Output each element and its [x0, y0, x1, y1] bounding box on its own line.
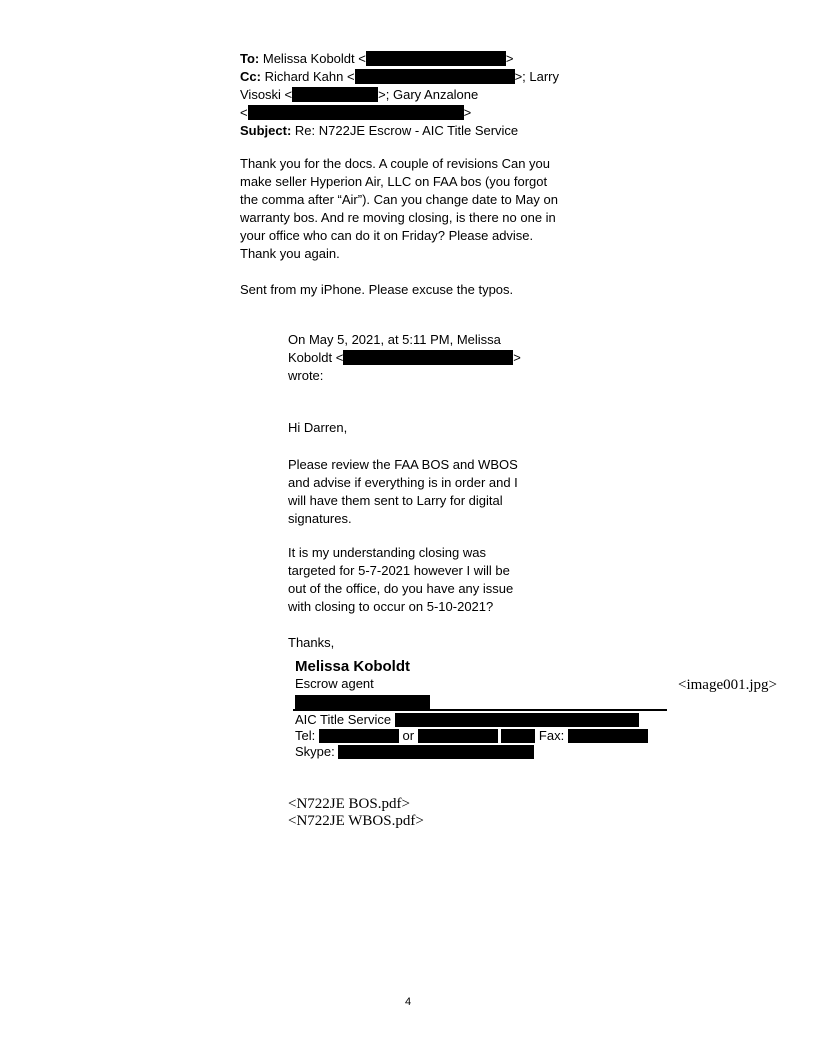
cc-line2-after: >; Gary Anzalone — [378, 87, 479, 102]
signature-name: Melissa Koboldt — [295, 658, 411, 675]
redaction-bar — [501, 729, 535, 743]
quoted-line: will have them sent to Larry for digital — [288, 493, 503, 508]
redaction-bar — [295, 695, 430, 709]
cc-label: Cc: — [240, 69, 261, 84]
signature-company: AIC Title Service — [295, 712, 392, 727]
cc-line3-end: > — [463, 105, 472, 120]
quoted-line: and advise if everything is in order and I — [288, 475, 518, 490]
attribution-line: wrote: — [288, 368, 324, 383]
quoted-line: with closing to occur on 5-10-2021? — [288, 599, 494, 614]
skype-label: Skype: — [295, 744, 335, 759]
signature-phone-line — [295, 728, 648, 744]
attribution-line-2 — [288, 349, 548, 367]
quoted-attribution — [288, 331, 548, 385]
reply-line: warranty bos. And re moving closing, is there no one in — [240, 210, 556, 225]
quoted-line: Please review the FAA BOS and WBOS — [288, 457, 518, 472]
redaction-bar — [568, 729, 648, 743]
fax-label: Fax: — [538, 728, 565, 743]
closing: Thanks, — [288, 635, 335, 650]
redaction-bar — [292, 87, 378, 102]
reply-line: your office who can do it on Friday? Please advise. — [240, 228, 534, 243]
or-label: or — [402, 728, 415, 743]
cc-line-3 — [240, 104, 600, 122]
quoted-paragraph-1 — [288, 456, 548, 528]
to-name: Melissa Koboldt < — [262, 51, 366, 66]
iphone-footer: Sent from my iPhone. Please excuse the typos. — [240, 282, 514, 297]
redaction-bar — [366, 51, 506, 66]
signature-divider — [293, 709, 667, 711]
to-line — [240, 50, 600, 68]
cc-line3-start: < — [240, 105, 248, 120]
redaction-bar — [418, 729, 498, 743]
attachment-wbos[interactable]: <N722JE WBOS.pdf> — [288, 813, 424, 829]
tel-label: Tel: — [295, 728, 316, 743]
image-placeholder: <image001.jpg> — [678, 677, 777, 693]
reply-line: Thank you again. — [240, 246, 340, 261]
page-number: 4 — [404, 996, 412, 1008]
redaction-bar — [343, 350, 513, 365]
attribution-end: > — [513, 350, 521, 365]
redaction-bar — [248, 105, 464, 120]
to-end: > — [505, 51, 514, 66]
greeting: Hi Darren, — [288, 420, 348, 435]
subject-line — [240, 122, 600, 140]
cc-line2-start: Visoski < — [240, 87, 293, 102]
redaction-bar — [338, 745, 534, 759]
cc-line-2 — [240, 86, 600, 104]
quoted-paragraph-2 — [288, 544, 548, 616]
redaction-bar — [395, 713, 639, 727]
redaction-bar — [355, 69, 515, 84]
subject-label: Subject: — [240, 123, 292, 138]
attribution-line: On May 5, 2021, at 5:11 PM, Melissa — [288, 332, 501, 347]
quoted-line: It is my understanding closing was — [288, 545, 486, 560]
reply-line: the comma after “Air”). Can you change date to May on — [240, 192, 558, 207]
subject-value: Re: N722JE Escrow - AIC Title Service — [294, 123, 519, 138]
redaction-bar — [319, 729, 399, 743]
signature-company-line — [295, 712, 639, 728]
reply-body — [240, 155, 600, 263]
reply-line: Thank you for the docs. A couple of revisions Can you — [240, 156, 551, 171]
quoted-line: out of the office, do you have any issue — [288, 581, 514, 596]
cc-after: >; Larry — [514, 69, 559, 84]
reply-line: make seller Hyperion Air, LLC on FAA bos (you forgot — [240, 174, 548, 189]
signature-title: Escrow agent — [295, 676, 374, 691]
attribution-name: Koboldt < — [288, 350, 344, 365]
email-header — [240, 50, 600, 140]
cc-name: Richard Kahn < — [264, 69, 355, 84]
quoted-line: signatures. — [288, 511, 352, 526]
to-label: To: — [240, 51, 260, 66]
cc-line — [240, 68, 600, 86]
signature-skype-line — [295, 744, 534, 760]
attachment-list — [288, 796, 424, 830]
attachment-bos[interactable]: <N722JE BOS.pdf> — [288, 796, 410, 812]
quoted-line: targeted for 5-7-2021 however I will be — [288, 563, 510, 578]
